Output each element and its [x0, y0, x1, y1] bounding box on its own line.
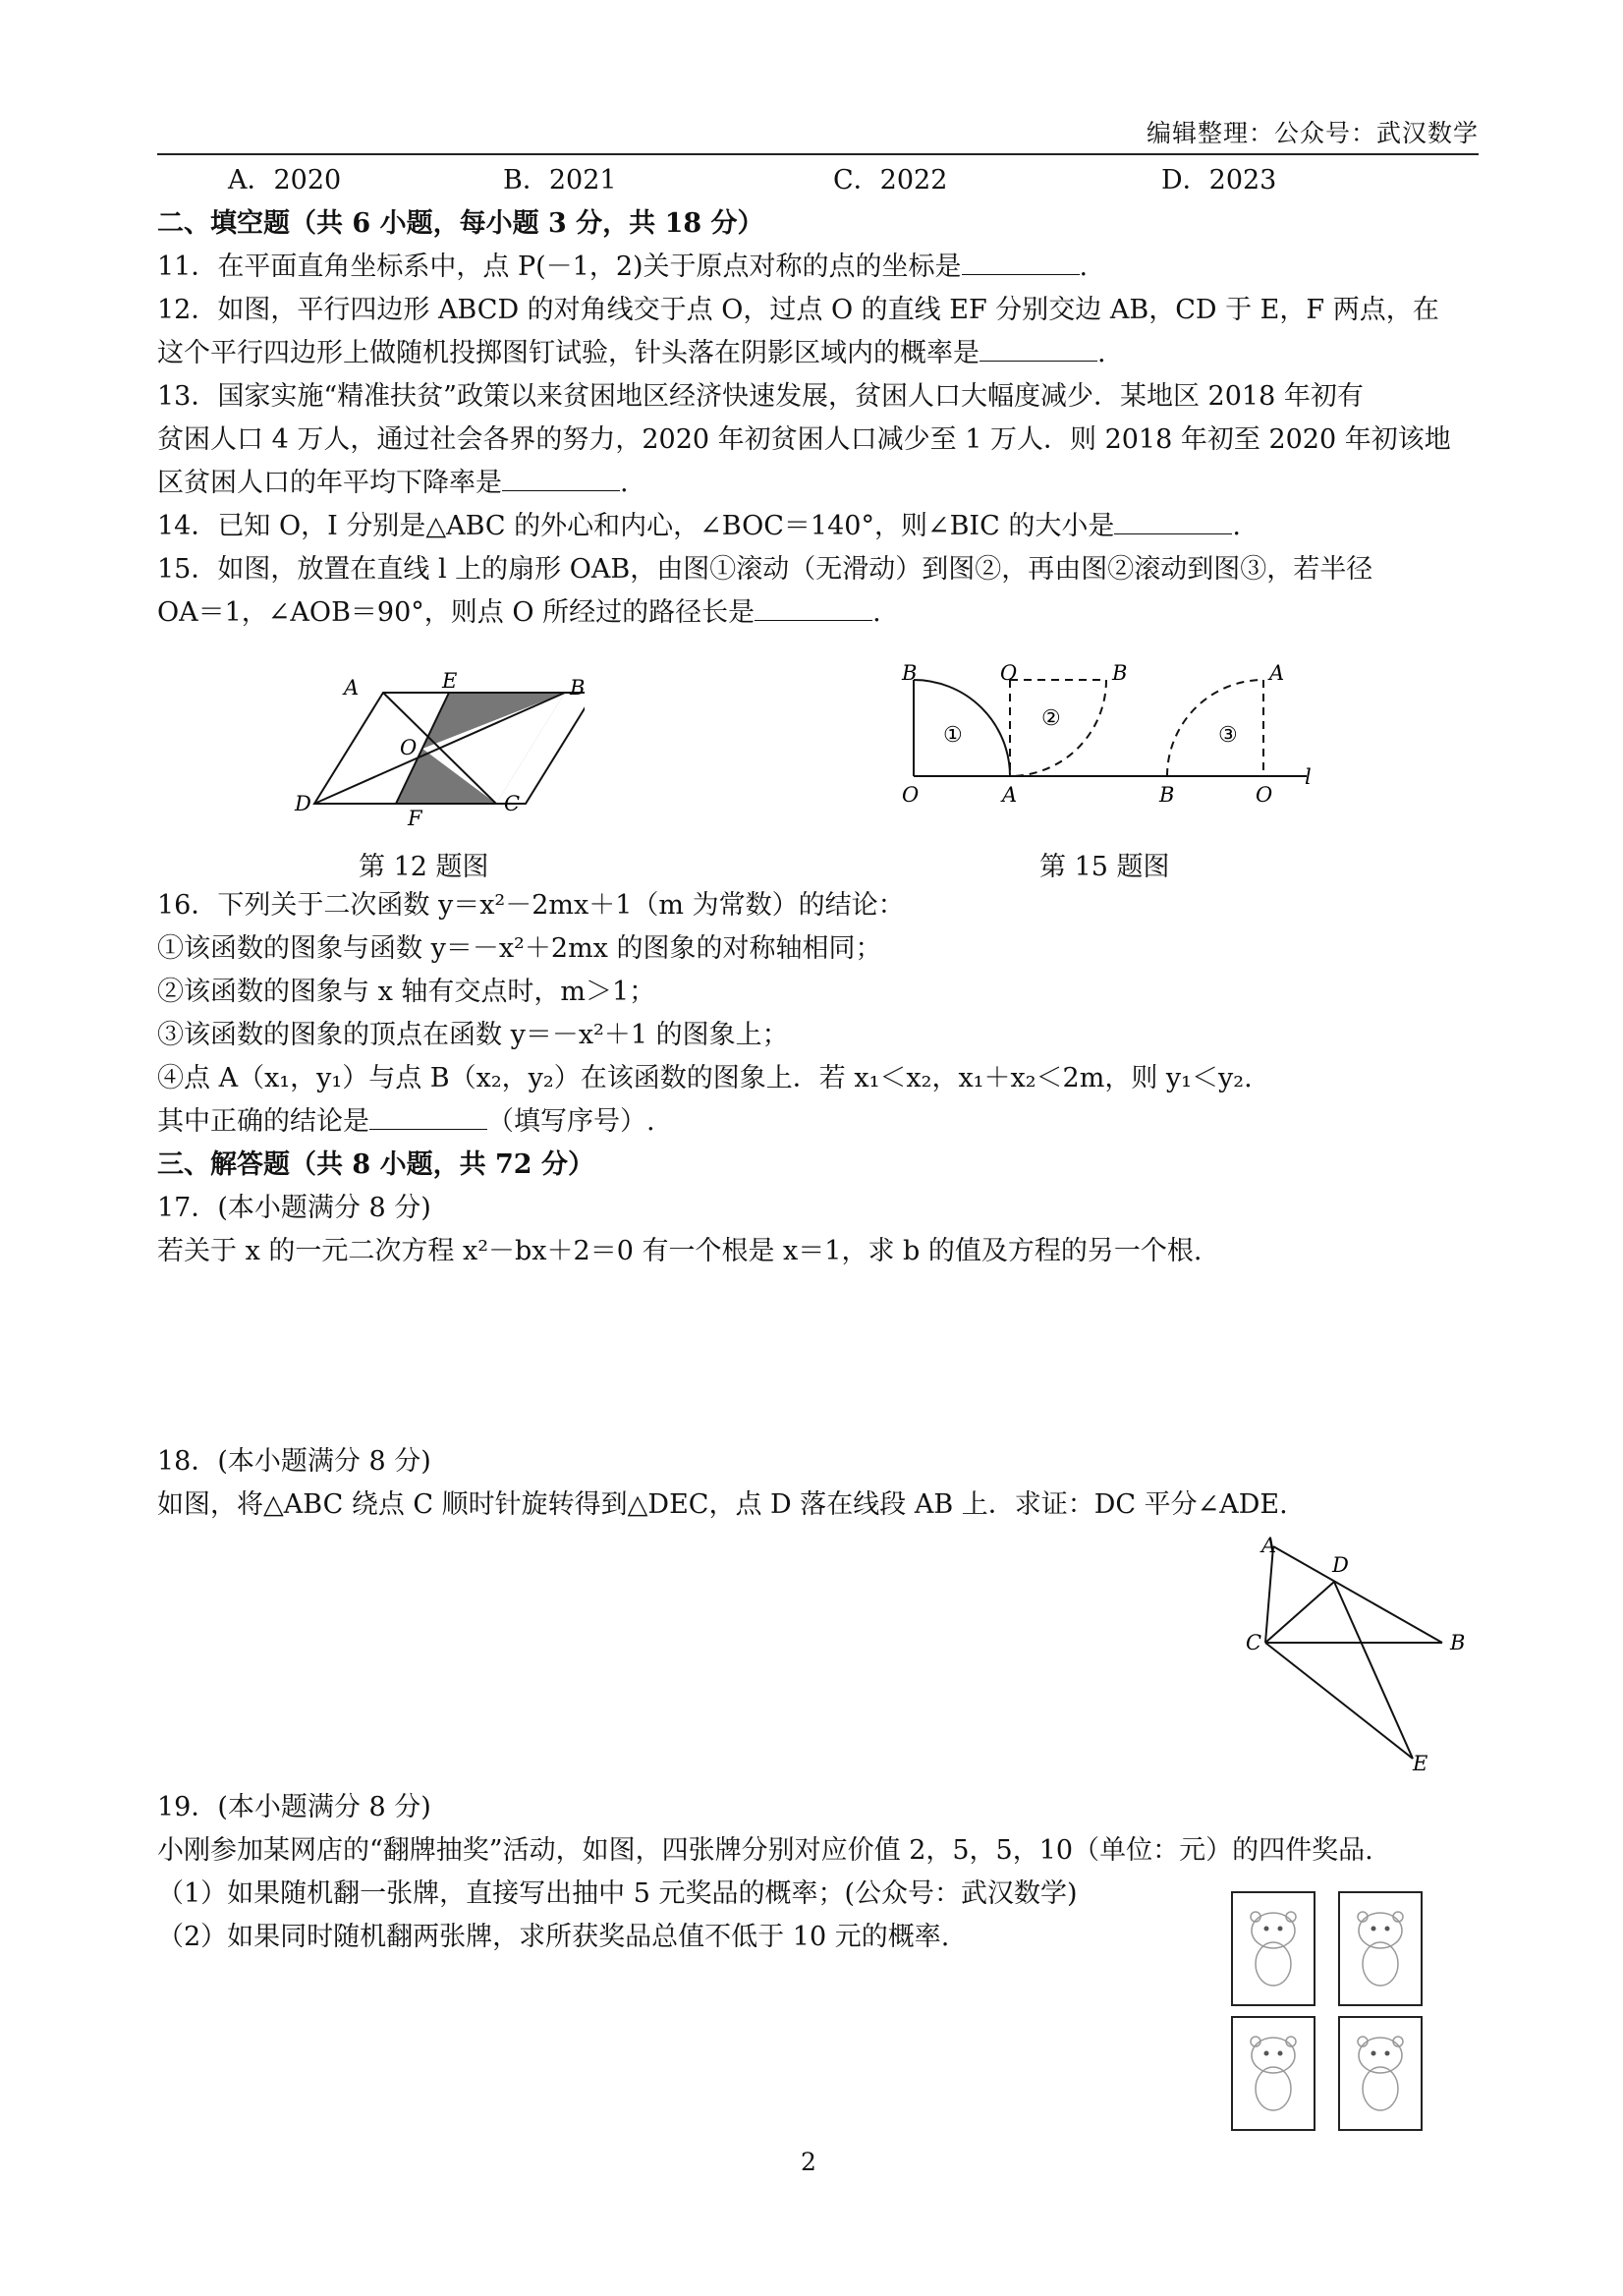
q18-text: 如图，将△ABC 绕点 C 顺时针旋转得到△DEC，点 D 落在线段 AB 上．求证：DC 平分∠ADE.: [157, 1489, 1288, 1520]
q14: 14．已知 O，I 分别是△ABC 的外心和内心，∠BOC＝140°，则∠BIC 的大小是 .: [157, 505, 1479, 548]
hamster-icon: [1233, 1893, 1314, 2004]
label-l: l: [1305, 765, 1312, 789]
answer-blank: [755, 594, 872, 621]
hamster-icon: [1340, 1893, 1421, 2004]
q11: 11．在平面直角坐标系中，点 P(－1，2)关于原点对称的点的坐标是 .: [157, 246, 1479, 289]
label-e: E: [442, 669, 458, 693]
q19-head: 19．(本小题满分 8 分): [157, 1792, 431, 1822]
q15-line2: OA＝1，∠AOB＝90°，则点 O 所经过的路径长是 .: [157, 591, 1479, 635]
document-body-lower: [157, 884, 1479, 1273]
q13-line1: 13．国家实施“精准扶贫”政策以来贫困地区经济快速发展，贫困人口大幅度减少．某地区 2018 年初有: [157, 381, 1364, 412]
q16-statement-4: ④点 A（x₁，y₁）与点 B（x₂，y₂）在该函数的图象上．若 x₁＜x₂，x₁＋x₂＜2m，则 y₁＜y₂.: [157, 1063, 1253, 1093]
choice-a: A．2020: [228, 165, 342, 196]
figure-15-sector-rolling: [894, 658, 1326, 806]
label-e: E: [1413, 1752, 1428, 1775]
label-d: D: [295, 792, 311, 815]
label-a: A: [1261, 1535, 1277, 1557]
prize-card: [1338, 2016, 1423, 2131]
label-b: B: [570, 676, 585, 700]
figure-12-caption: 第 12 题图: [359, 852, 489, 882]
q16-statement-3: ③该函数的图象的顶点在函数 y＝－x²＋1 的图象上；: [157, 1020, 789, 1050]
q19-part-2: （2）如果同时随机翻两张牌，求所获奖品总值不低于 10 元的概率.: [157, 1922, 950, 1952]
label-o-origin: O: [902, 783, 920, 806]
label-a1: A: [1002, 783, 1018, 806]
label-o3: O: [1256, 783, 1273, 806]
hamster-icon: [1340, 2018, 1421, 2129]
q10-choices: [157, 159, 1479, 202]
label-circled-2: ②: [1041, 706, 1061, 731]
label-d: D: [1332, 1553, 1349, 1577]
answer-blank: [369, 1103, 487, 1130]
label-b1: B: [902, 661, 918, 685]
q19-text: 小刚参加某网店的“翻牌抽奖”活动，如图，四张牌分别对应价值 2，5，5，10（单位：元）的四件奖品.: [157, 1835, 1373, 1866]
q18-block: [157, 1440, 1479, 1527]
q16-stem: 16．下列关于二次函数 y＝x²－2mx＋1（m 为常数）的结论：: [157, 890, 905, 921]
figure-12-parallelogram: [290, 668, 585, 830]
label-b2: B: [1112, 661, 1128, 685]
document-body: [157, 159, 1479, 635]
page-header: [157, 114, 1479, 155]
figure-18-rotation: [1236, 1535, 1482, 1780]
q12-line2: 这个平行四边形上做随机投掷图钉试验，针头落在阴影区域内的概率是 .: [157, 332, 1479, 375]
q19-part-1: （1）如果随机翻一张牌，直接写出抽中 5 元奖品的概率；(公众号：武汉数学): [157, 1878, 1078, 1909]
q13-line2: 贫困人口 4 万人，通过社会各界的努力，2020 年初贫困人口减少至 1 万人．则 2018 年初至 2020 年初该地: [157, 424, 1451, 455]
choice-b: B．2021: [503, 165, 617, 196]
page-number: 2: [801, 2148, 816, 2176]
label-c: C: [504, 792, 521, 815]
q13-line3: 区贫困人口的年平均下降率是 .: [157, 462, 1479, 505]
q17-text: 若关于 x 的一元二次方程 x²－bx＋2＝0 有一个根是 x＝1，求 b 的值及方程的另一个根.: [157, 1236, 1203, 1266]
q16-statement-2: ②该函数的图象与 x 轴有交点时，m＞1；: [157, 977, 656, 1007]
label-circled-3: ③: [1218, 723, 1238, 748]
prize-card: [1338, 1891, 1423, 2006]
answer-blank: [502, 465, 620, 491]
prize-cards: [1231, 1891, 1423, 2134]
q16-answer: 其中正确的结论是 （填写序号）.: [157, 1100, 1479, 1144]
section3-title: 三、解答题（共 8 小题，共 72 分）: [157, 1149, 594, 1180]
label-b: B: [1450, 1631, 1466, 1654]
q16-statement-1: ①该函数的图象与函数 y＝－x²＋2mx 的图象的对称轴相同；: [157, 933, 882, 964]
q12-line1: 12．如图，平行四边形 ABCD 的对角线交于点 O，过点 O 的直线 EF 分别交边 AB，CD 于 E，F 两点，在: [157, 295, 1439, 325]
label-a3: A: [1269, 661, 1285, 685]
label-a: A: [344, 676, 360, 700]
figure-15-caption: 第 15 题图: [1039, 852, 1170, 882]
q15-line1: 15．如图，放置在直线 l 上的扇形 OAB，由图①滚动（无滑动）到图②，再由图②滚动到图③，若半径: [157, 554, 1373, 585]
section2-title: 二、填空题（共 6 小题，每小题 3 分，共 18 分）: [157, 208, 764, 239]
label-o: O: [400, 736, 418, 759]
label-b3: B: [1159, 783, 1175, 806]
label-o1: O: [1000, 661, 1018, 685]
hamster-icon: [1233, 2018, 1314, 2129]
header-text: 编辑整理：公众号：武汉数学: [1146, 119, 1479, 147]
label-circled-1: ①: [943, 723, 963, 748]
answer-blank: [962, 249, 1080, 275]
prize-card: [1231, 1891, 1315, 2006]
answer-blank: [979, 335, 1097, 362]
choice-d: D．2023: [1161, 165, 1277, 196]
label-f: F: [408, 807, 422, 830]
choice-c: C．2022: [833, 165, 948, 196]
q17-head: 17．(本小题满分 8 分): [157, 1193, 431, 1223]
label-c: C: [1246, 1631, 1262, 1654]
prize-card: [1231, 2016, 1315, 2131]
q18-head: 18．(本小题满分 8 分): [157, 1446, 431, 1477]
answer-blank: [1114, 508, 1232, 534]
